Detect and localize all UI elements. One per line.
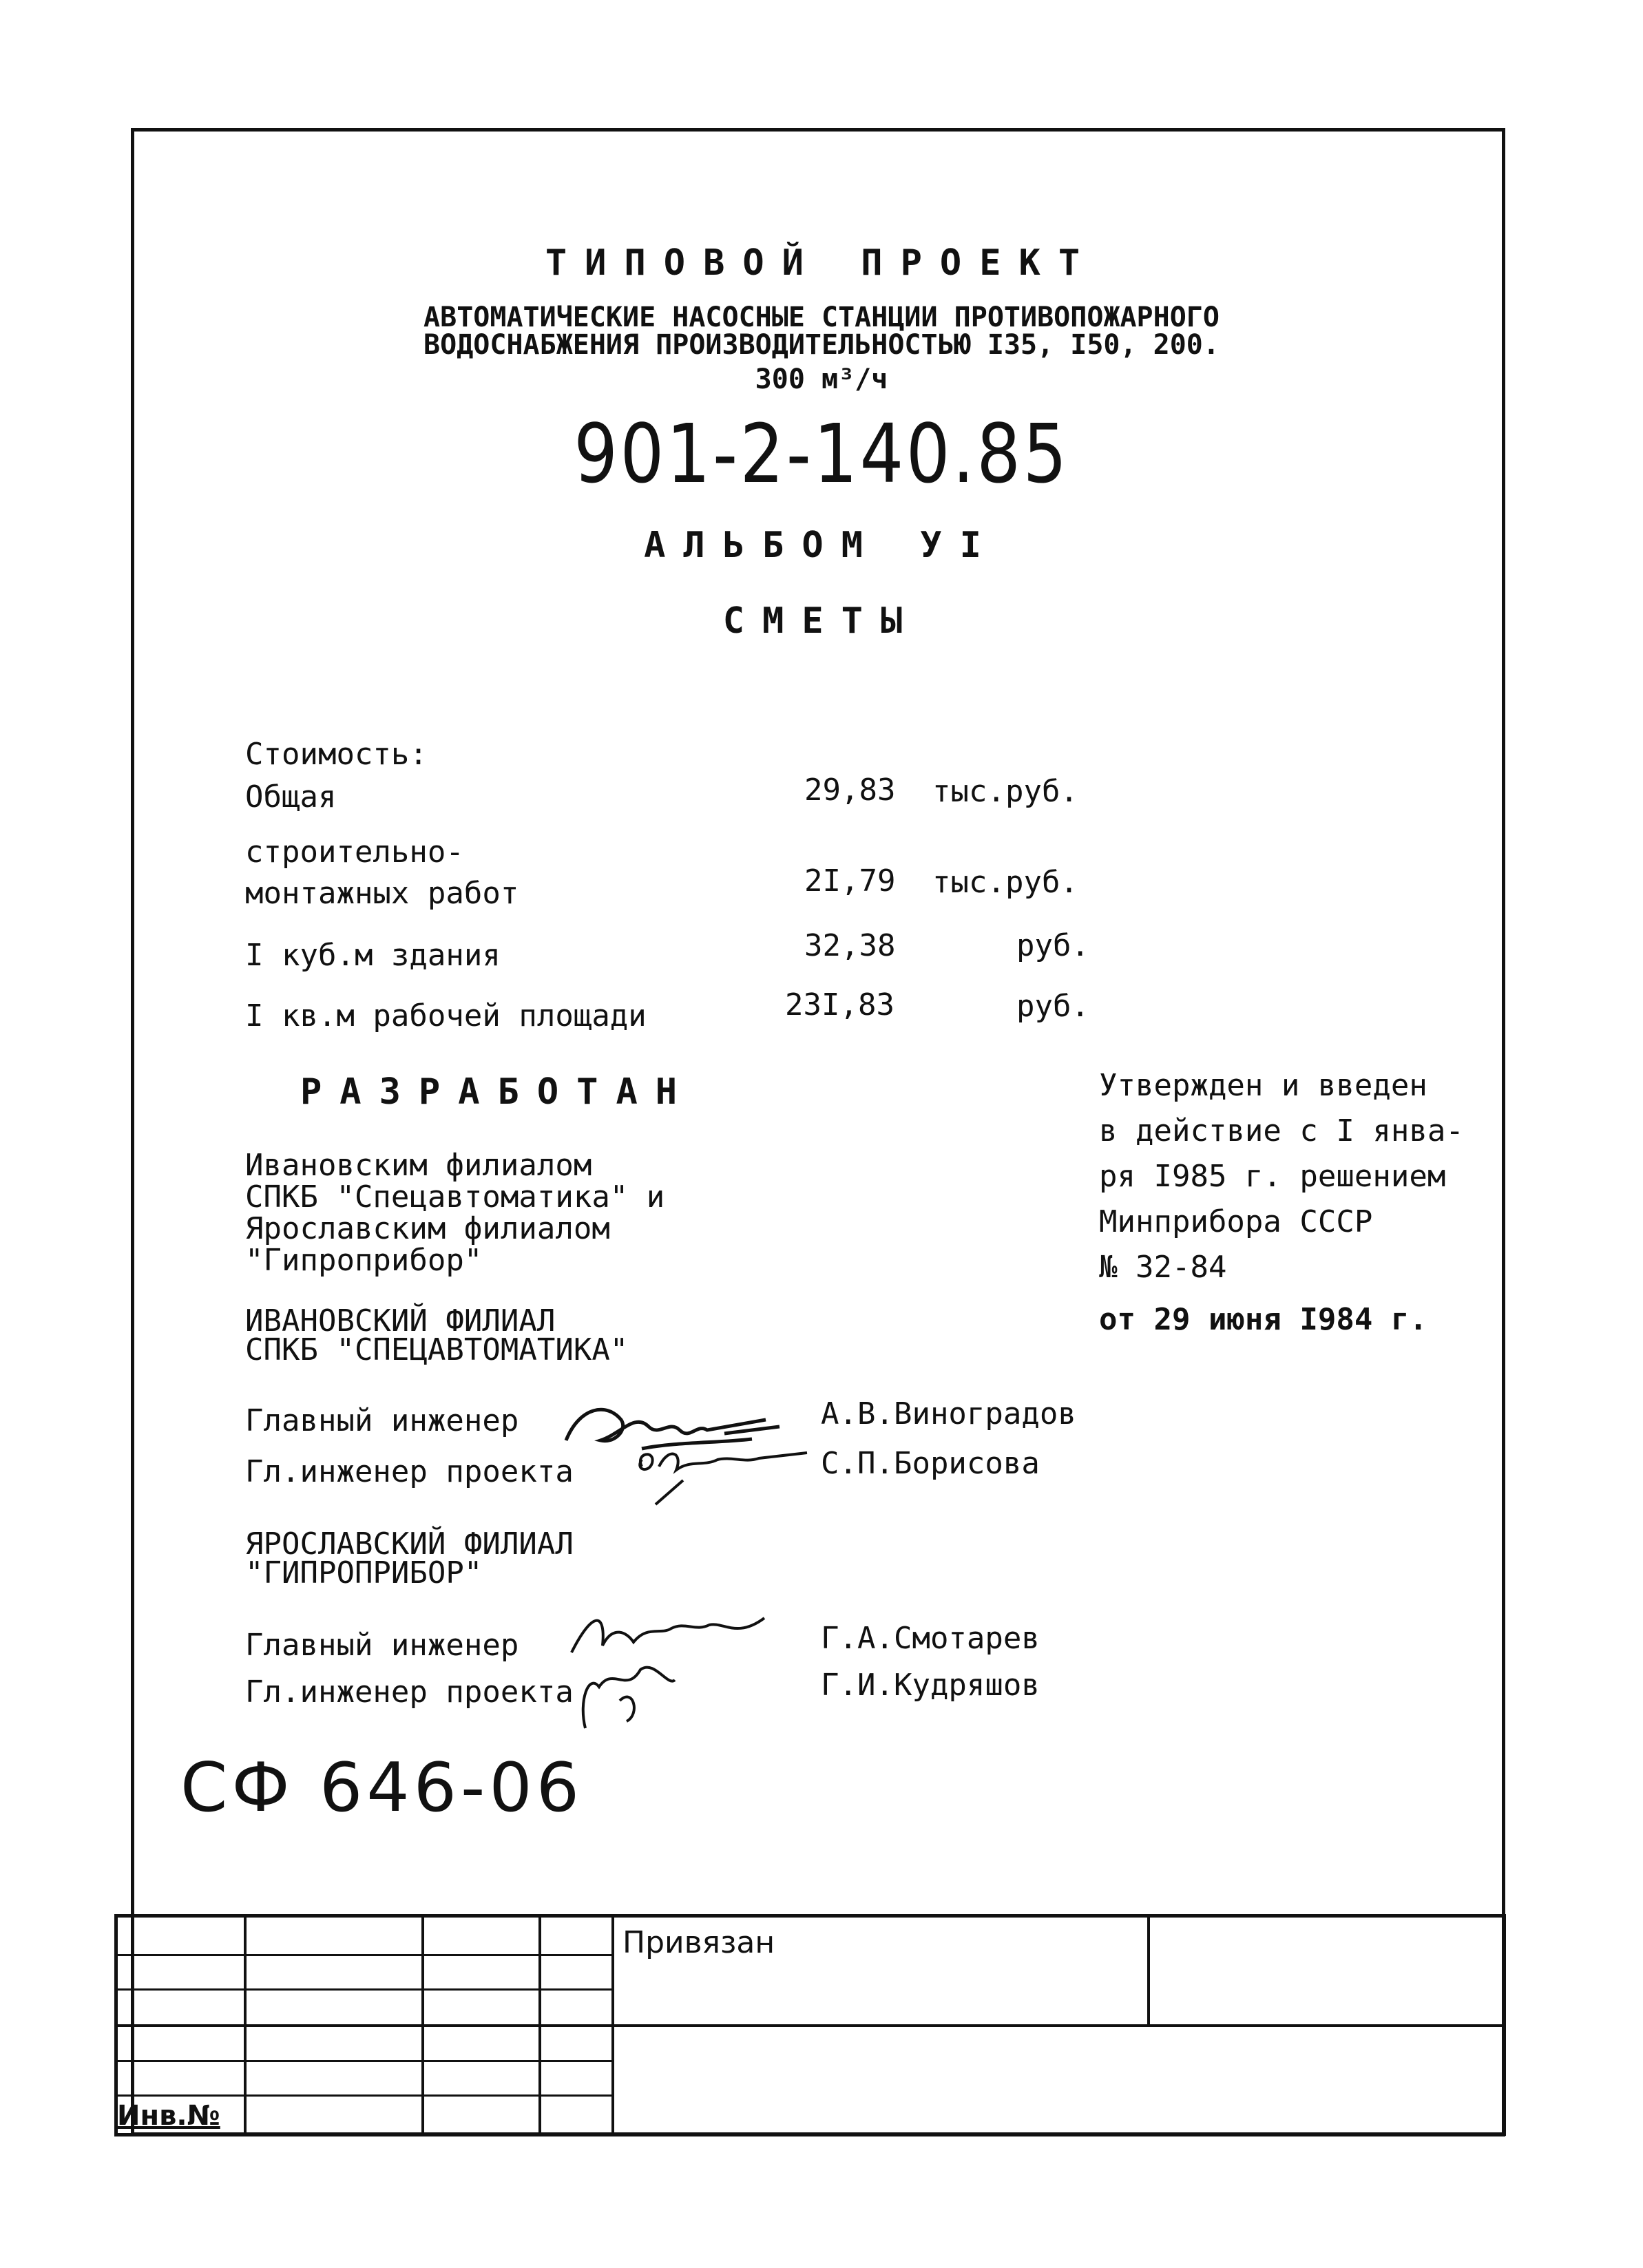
doc-title: ТИПОВОЙ ПРОЕКТ: [545, 242, 1098, 284]
ivanovo-org-line-2: СПКБ "СПЕЦАВТОМАТИКА": [245, 1332, 629, 1367]
developed-line: СПКБ "Спецавтоматика" и: [245, 1179, 665, 1215]
approval-line: № 32-84: [1099, 1250, 1227, 1285]
cost-heading: Стоимость:: [245, 737, 428, 772]
ivanovo-project-engineer-signature: [628, 1439, 828, 1508]
approval-line: в действие с I янва-: [1099, 1113, 1464, 1148]
ivanovo-org-line-1: ИВАНОВСКИЙ ФИЛИАЛ: [245, 1303, 556, 1338]
cost-row-value: 29,83: [804, 773, 896, 808]
inventory-number-label: Инв.№: [117, 2100, 220, 2132]
yaroslavl-project-engineer-name: Г.И.Кудряшов: [821, 1668, 1040, 1703]
subtitle-line-2: ВОДОСНАБЖЕНИЯ ПРОИЗВОДИТЕЛЬНОСТЬЮ I35, I50, 200.: [423, 329, 1220, 361]
developed-line: Ярославским филиалом: [245, 1211, 610, 1246]
approval-line: Минприбора СССР: [1099, 1204, 1373, 1239]
approval-line: Утвержден и введен: [1099, 1068, 1427, 1103]
yaroslavl-org-line-2: "ГИПРОПРИБОР": [245, 1555, 483, 1590]
bound-label: Привязан: [622, 1925, 775, 1960]
cost-row-unit: тыс.руб.: [932, 774, 1078, 809]
cost-row-value: 23I,83: [785, 987, 894, 1022]
cost-row-value: 2I,79: [804, 863, 896, 899]
cost-row-unit: тыс.руб.: [932, 865, 1078, 900]
developed-line: Ивановским филиалом: [245, 1148, 592, 1183]
ivanovo-chief-label: Главный инженер: [245, 1403, 519, 1438]
approval-line: ря I985 г. решением: [1099, 1159, 1446, 1194]
yaroslavl-signatures: [558, 1604, 785, 1735]
ivanovo-project-engineer-label: Гл.инженер проекта: [245, 1454, 574, 1489]
cost-row-label: I куб.м здания: [245, 938, 501, 973]
yaroslavl-org-line-1: ЯРОСЛАВСКИЙ ФИЛИАЛ: [245, 1526, 574, 1562]
ivanovo-chief-name: А.В.Виноградов: [821, 1396, 1076, 1431]
album-label: АЛЬБОМ УІ: [644, 525, 999, 566]
cost-row-unit: руб.: [1016, 928, 1089, 963]
section-label: СМЕТЫ: [722, 600, 921, 642]
subtitle-line-1: АВТОМАТИЧЕСКИЕ НАСОСНЫЕ СТАНЦИИ ПРОТИВОПОЖАРНОГО: [423, 302, 1220, 333]
cost-row-label: монтажных работ: [245, 876, 519, 911]
cost-row-label: строительно-: [245, 834, 464, 870]
project-number: 901-2-140.85: [574, 406, 1069, 501]
yaroslavl-chief-label: Главный инженер: [245, 1628, 519, 1663]
developed-heading: РАЗРАБОТАН: [300, 1071, 695, 1113]
yaroslavl-chief-name: Г.А.Смотарев: [821, 1621, 1040, 1656]
cost-row-unit: руб.: [1016, 989, 1089, 1024]
stamp-code: СФ 646-06: [180, 1749, 584, 1827]
yaroslavl-project-engineer-label: Гл.инженер проекта: [245, 1674, 574, 1710]
subtitle-line-3: 300 м³/ч: [755, 364, 888, 395]
cost-row-label: I кв.м рабочей площади: [245, 998, 647, 1033]
cost-row-value: 32,38: [804, 928, 896, 963]
cost-row-label: Общая: [245, 779, 337, 815]
developed-line: "Гипроприбор": [245, 1243, 483, 1278]
approval-line: от 29 июня I984 г.: [1099, 1302, 1427, 1337]
ivanovo-project-engineer-name: С.П.Борисова: [821, 1446, 1040, 1481]
